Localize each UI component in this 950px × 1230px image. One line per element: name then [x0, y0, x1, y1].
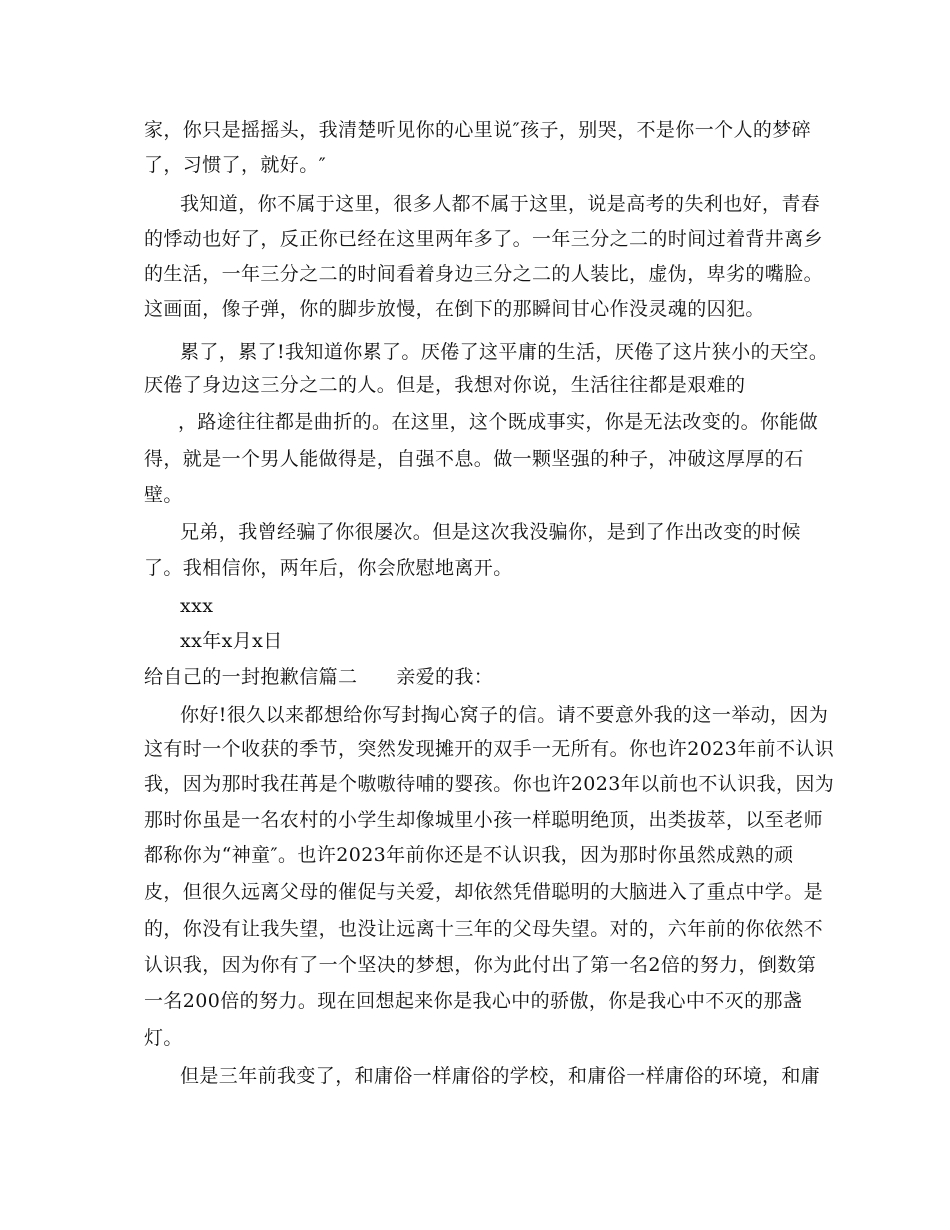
text-line: 皮，但很久远离父母的催促与关爱，却依然凭借聪明的大脑进入了重点中学。是 [144, 881, 824, 903]
text-line: 我知道，你不属于这里，很多人都不属于这里，说是高考的失利也好，青春 [180, 193, 821, 215]
text-line: 的，你没有让我失望，也没让远离十三年的父母失望。对的，六年前的你依然不 [144, 918, 824, 940]
signature-date: xx年x月x日 [180, 630, 283, 652]
text-line: 这画面，像子弹，你的脚步放慢，在倒下的那瞬间甘心作没灵魂的囚犯。 [144, 298, 765, 320]
text-line: 都称你为“神童″。也许2023年前你还是不认识我，因为那时你虽然成熟的顽 [144, 844, 794, 866]
text-line: 壁。 [144, 484, 183, 506]
text-line: 但是三年前我变了，和庸俗一样庸俗的学校，和庸俗一样庸俗的环境，和庸 [180, 1065, 821, 1087]
text-line: 累了，累了!我知道你累了。厌倦了这平庸的生活，厌倦了这片狭小的天空。 [180, 341, 829, 363]
section-heading: 给自己的一封抱歉信篇二 亲爱的我： [144, 666, 494, 688]
text-line: 灯。 [144, 1027, 183, 1049]
text-line: 了，习惯了，就好。″ [144, 154, 327, 176]
text-line: 了。我相信你，两年后，你会欣慰地离开。 [144, 557, 513, 579]
text-line: 的悸动也好了，反正你已经在这里两年多了。一年三分之二的时间过着背井离乡 [144, 228, 824, 250]
text-line: 那时你虽是一名农村的小学生却像城里小孩一样聪明绝顶，出类拔萃，以至老师 [144, 809, 824, 831]
text-line: 你好!很久以来都想给你写封掏心窝子的信。请不要意外我的这一举动，因为 [180, 704, 829, 726]
text-line: 认识我，因为你有了一个坚决的梦想，你为此付出了第一名2倍的努力，倒数第 [144, 954, 817, 976]
text-line: 兄弟，我曾经骗了你很屡次。但是这次我没骗你，是到了作出改变的时候 [180, 521, 801, 543]
text-line: 一名200倍的努力。现在回想起来你是我心中的骄傲，你是我心中不灭的那盏 [144, 990, 803, 1012]
text-line: ，路途往往都是曲折的。在这里，这个既成事实，你是无法改变的。你能做 [178, 411, 819, 433]
signature-name: xxx [180, 595, 214, 617]
text-line: 家，你只是摇摇头，我清楚听见你的心里说″孩子，别哭，不是你一个人的梦碎 [144, 119, 812, 141]
text-line: 得，就是一个男人能做得是，自强不息。做一颗坚强的种子，冲破这厚厚的石 [144, 448, 804, 470]
text-line: 的生活，一年三分之二的时间看着身边三分之二的人装比，虚伪，卑劣的嘴脸。 [144, 263, 824, 285]
text-line: 厌倦了身边这三分之二的人。但是，我想对你说，生活往往都是艰难的 [144, 374, 746, 396]
text-line: 这有时一个收获的季节，突然发现摊开的双手一无所有。你也许2023年前不认识 [144, 738, 835, 760]
text-line: 我，因为那时我茌苒是个嗷嗷待哺的婴孩。你也许2023年以前也不认识我，因为 [144, 773, 835, 795]
